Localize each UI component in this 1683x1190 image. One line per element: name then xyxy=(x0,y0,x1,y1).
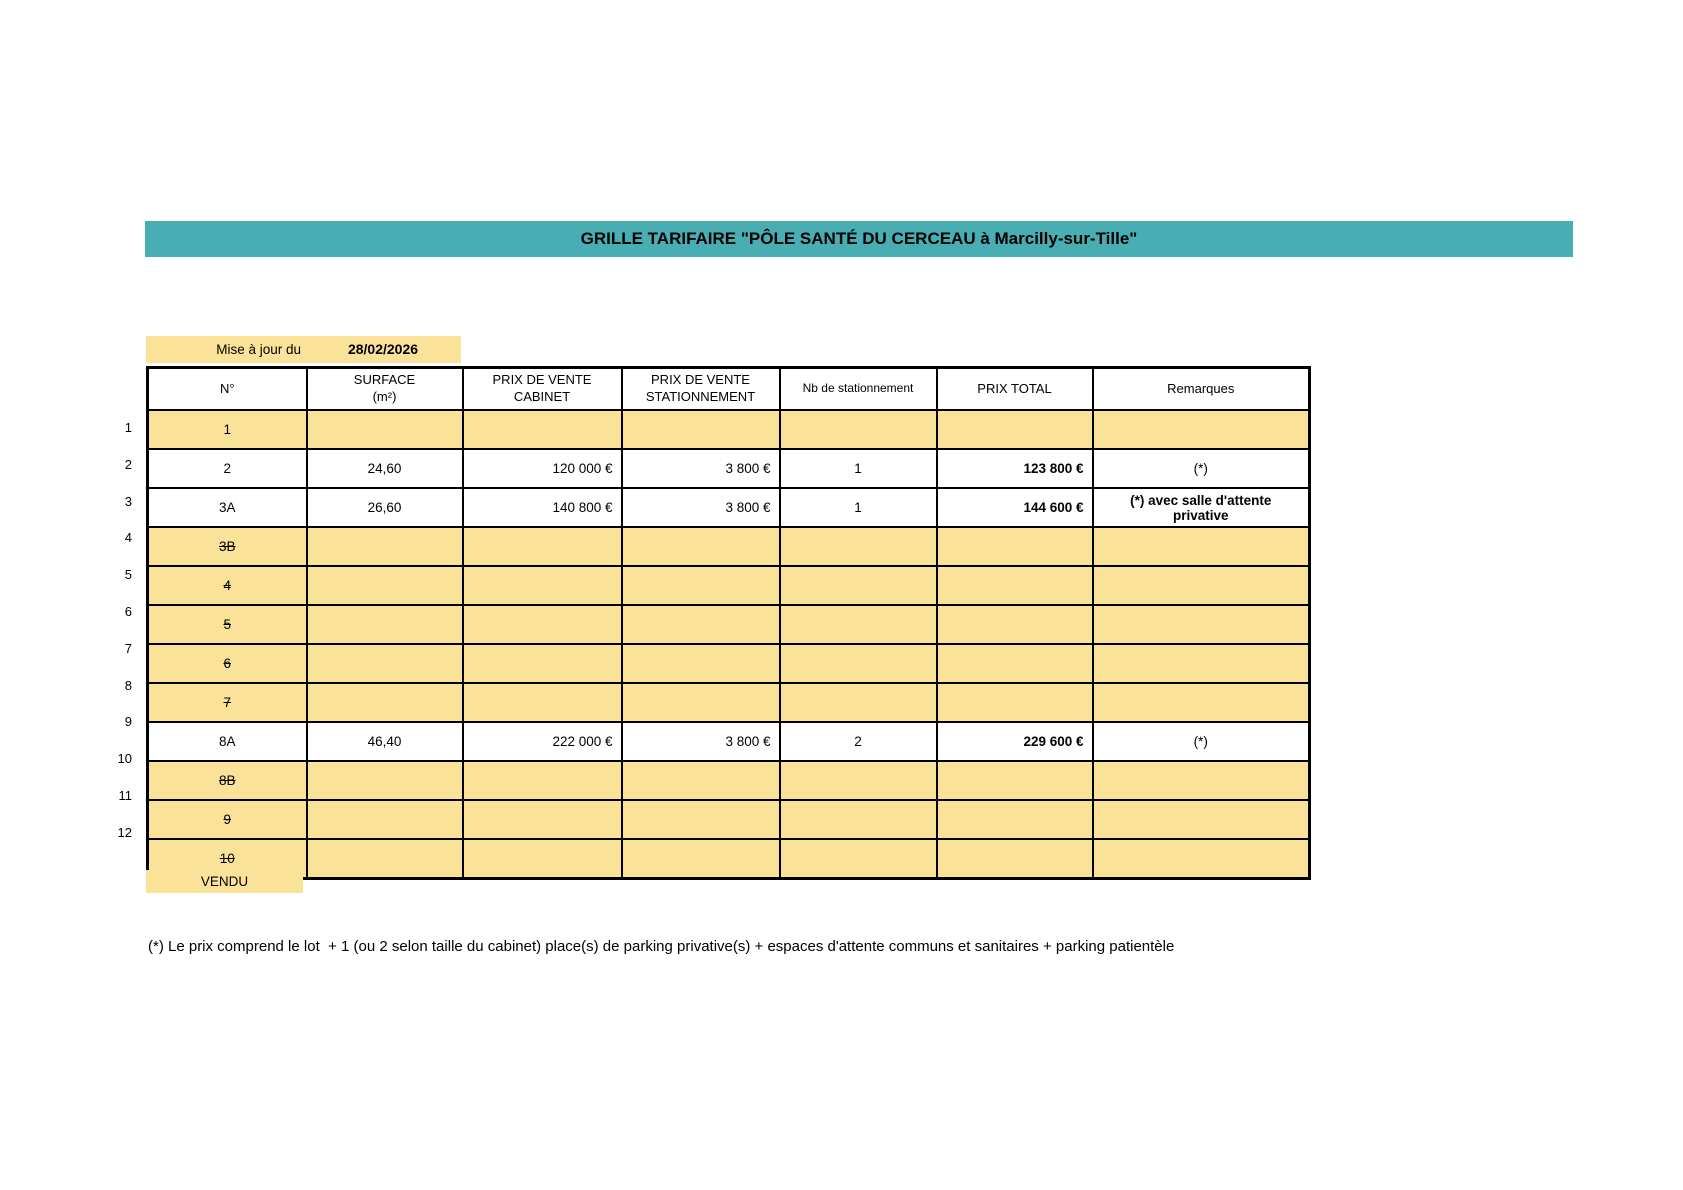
cell-prix_stationnement xyxy=(622,410,780,449)
header-cell-prix_cabinet: PRIX DE VENTE CABINET xyxy=(463,368,622,411)
cell-prix_cabinet xyxy=(463,800,622,839)
cell-remarques xyxy=(1093,410,1310,449)
update-label: Mise à jour du xyxy=(216,342,301,357)
cell-nb_stationnement xyxy=(780,605,937,644)
row-number: 2 xyxy=(124,456,132,472)
cell-remarques: (*) xyxy=(1093,449,1310,488)
cell-prix_total: 229 600 € xyxy=(937,722,1093,761)
cell-prix_cabinet: 222 000 € xyxy=(463,722,622,761)
cell-prix_total xyxy=(937,527,1093,566)
pricing-table xyxy=(146,366,1311,880)
cell-surface: 46,40 xyxy=(307,722,463,761)
cell-remarques xyxy=(1093,644,1310,683)
cell-num: 5 xyxy=(148,605,307,644)
cell-remarques: (*) xyxy=(1093,722,1310,761)
table-row xyxy=(148,488,1310,527)
cell-surface xyxy=(307,800,463,839)
cell-nb_stationnement: 2 xyxy=(780,722,937,761)
cell-prix_stationnement xyxy=(622,605,780,644)
cell-remarques xyxy=(1093,566,1310,605)
cell-prix_total xyxy=(937,605,1093,644)
table-row xyxy=(148,761,1310,800)
cell-num: 6 xyxy=(148,644,307,683)
cell-nb_stationnement: 1 xyxy=(780,449,937,488)
table-row xyxy=(148,722,1310,761)
title-banner xyxy=(145,221,1573,257)
cell-remarques xyxy=(1093,800,1310,839)
cell-prix_stationnement: 3 800 € xyxy=(622,449,780,488)
cell-prix_total: 123 800 € xyxy=(937,449,1093,488)
row-number: 4 xyxy=(124,530,132,546)
cell-prix_stationnement: 3 800 € xyxy=(622,488,780,527)
cell-prix_stationnement xyxy=(622,566,780,605)
row-number: 10 xyxy=(117,751,132,767)
table-row xyxy=(148,683,1310,722)
cell-prix_cabinet xyxy=(463,683,622,722)
cell-surface xyxy=(307,761,463,800)
cell-surface xyxy=(307,410,463,449)
row-number: 7 xyxy=(124,640,132,656)
cell-nb_stationnement: 1 xyxy=(780,488,937,527)
cell-surface: 26,60 xyxy=(307,488,463,527)
cell-prix_cabinet: 140 800 € xyxy=(463,488,622,527)
table-row xyxy=(148,449,1310,488)
cell-nb_stationnement xyxy=(780,566,937,605)
table-row xyxy=(148,605,1310,644)
cell-num: 8A xyxy=(148,722,307,761)
cell-prix_stationnement xyxy=(622,800,780,839)
update-date: 28/02/2026 xyxy=(347,341,419,357)
header-cell-surface: SURFACE (m²) xyxy=(307,368,463,411)
cell-prix_total: 144 600 € xyxy=(937,488,1093,527)
cell-num: 10 xyxy=(148,839,307,879)
cell-remarques xyxy=(1093,527,1310,566)
header-cell-prix_total: PRIX TOTAL xyxy=(937,368,1093,411)
table-row xyxy=(148,527,1310,566)
page-title: GRILLE TARIFAIRE "PÔLE SANTÉ DU CERCEAU à Marcilly-sur-Tille" xyxy=(580,229,1138,248)
cell-surface xyxy=(307,605,463,644)
table-row xyxy=(148,800,1310,839)
table-row xyxy=(148,839,1310,879)
cell-prix_total xyxy=(937,839,1093,879)
cell-nb_stationnement xyxy=(780,761,937,800)
cell-prix_stationnement xyxy=(622,527,780,566)
cell-nb_stationnement xyxy=(780,527,937,566)
cell-nb_stationnement xyxy=(780,644,937,683)
cell-prix_total xyxy=(937,683,1093,722)
row-number: 5 xyxy=(124,567,132,583)
table-row xyxy=(148,410,1310,449)
cell-prix_total xyxy=(937,761,1093,800)
cell-num: 1 xyxy=(148,410,307,449)
cell-prix_cabinet xyxy=(463,410,622,449)
cell-num: 2 xyxy=(148,449,307,488)
cell-remarques: (*) avec salle d'attente privative xyxy=(1093,488,1310,527)
table-row xyxy=(148,644,1310,683)
cell-surface xyxy=(307,566,463,605)
cell-surface xyxy=(307,644,463,683)
cell-surface xyxy=(307,683,463,722)
cell-surface xyxy=(307,839,463,879)
row-number: 9 xyxy=(124,714,132,730)
update-bar xyxy=(146,336,461,363)
row-number: 3 xyxy=(124,493,132,509)
cell-surface xyxy=(307,527,463,566)
vendu-legend: VENDU xyxy=(146,870,303,893)
cell-remarques xyxy=(1093,605,1310,644)
cell-remarques xyxy=(1093,761,1310,800)
cell-prix_total xyxy=(937,644,1093,683)
cell-prix_cabinet xyxy=(463,839,622,879)
row-number: 12 xyxy=(117,824,132,840)
header-cell-nb_stationnement: Nb de stationnement xyxy=(780,368,937,411)
cell-num: 3A xyxy=(148,488,307,527)
table-header-row xyxy=(148,368,1310,411)
cell-prix_stationnement xyxy=(622,644,780,683)
cell-nb_stationnement xyxy=(780,839,937,879)
cell-prix_stationnement xyxy=(622,683,780,722)
cell-prix_cabinet xyxy=(463,761,622,800)
row-number: 11 xyxy=(118,788,132,803)
cell-prix_total xyxy=(937,566,1093,605)
cell-num: 7 xyxy=(148,683,307,722)
cell-prix_cabinet: 120 000 € xyxy=(463,449,622,488)
row-number: 6 xyxy=(124,604,132,619)
cell-prix_total xyxy=(937,800,1093,839)
cell-prix_stationnement: 3 800 € xyxy=(622,722,780,761)
footnote: (*) Le prix comprend le lot + 1 (ou 2 selon taille du cabinet) place(s) de parking privative(s) + espaces d'attente communs et sanitaires + parking patientèle xyxy=(148,938,1175,955)
cell-nb_stationnement xyxy=(780,800,937,839)
cell-nb_stationnement xyxy=(780,410,937,449)
cell-remarques xyxy=(1093,839,1310,879)
row-number: 8 xyxy=(124,677,132,693)
header-cell-remarques: Remarques xyxy=(1093,368,1310,411)
cell-prix_total xyxy=(937,410,1093,449)
cell-surface: 24,60 xyxy=(307,449,463,488)
cell-prix_cabinet xyxy=(463,605,622,644)
cell-prix_stationnement xyxy=(622,761,780,800)
row-number: 1 xyxy=(124,420,132,435)
cell-num: 8B xyxy=(148,761,307,800)
table-body xyxy=(148,410,1310,879)
table-row xyxy=(148,566,1310,605)
cell-prix_cabinet xyxy=(463,566,622,605)
cell-prix_cabinet xyxy=(463,527,622,566)
cell-num: 9 xyxy=(148,800,307,839)
cell-prix_cabinet xyxy=(463,644,622,683)
header-cell-num: N° xyxy=(148,368,307,411)
cell-remarques xyxy=(1093,683,1310,722)
cell-nb_stationnement xyxy=(780,683,937,722)
header-cell-prix_stationnement: PRIX DE VENTE STATIONNEMENT xyxy=(622,368,780,411)
cell-prix_stationnement xyxy=(622,839,780,879)
cell-num: 4 xyxy=(148,566,307,605)
cell-num: 3B xyxy=(148,527,307,566)
